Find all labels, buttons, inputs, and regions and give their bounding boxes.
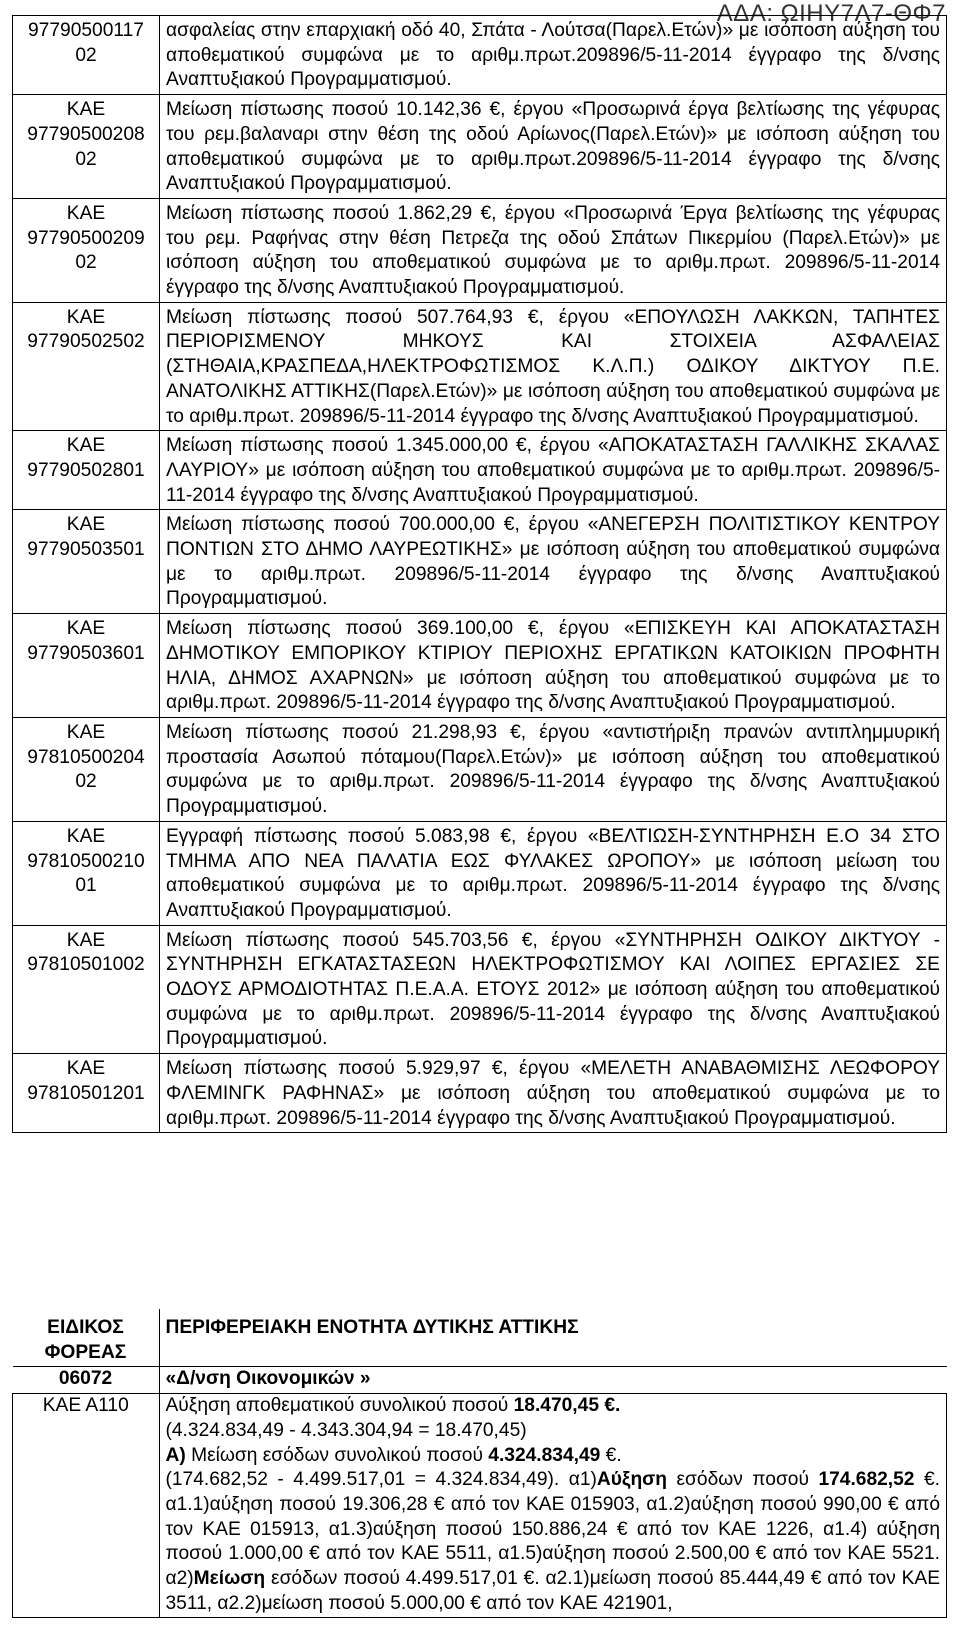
org-row bbox=[13, 1367, 947, 1394]
kae-a110-line3-text: Μείωση εσόδων συνολικού ποσού bbox=[185, 1444, 489, 1466]
budget-row-code: ΚΑΕ 97810500204 02 bbox=[13, 717, 160, 821]
kae-a110-line2: (4.324.834,49 - 4.343.304,94 = 18.470,45) bbox=[165, 1419, 527, 1441]
budget-row-code: ΚΑΕ 97790503601 bbox=[13, 614, 160, 718]
budget-row bbox=[13, 614, 947, 718]
kae-a110-increase-amount: 18.470,45 bbox=[513, 1395, 599, 1417]
budget-row-description: Μείωση πίστωσης ποσού 10.142,36 €, έργου «Προσωρινά έργα βελτίωσης της γέφυρας του ρεμ.βαλαναρι στην θέση της οδού Αρίωνος(Παρελ.Ετών)» με ισόποση αύξηση του αποθεματικού συμφώνα με το αριθμ.πρωτ.209896/5-11-2014 έγγραφο της δ/νσης Αναπτυξιακού Προγραμματισμού. bbox=[160, 95, 947, 199]
budget-row-description: Μείωση πίστωσης ποσού 1.345.000,00 €, έργου «ΑΠΟΚΑΤΑΣΤΑΣΗ ΓΑΛΛΙΚΗΣ ΣΚΑΛΑΣ ΛΑΥΡΙΟΥ» με ισόποση αύξηση του αποθεματικού συμφώνα με το αριθμ.πρωτ. 209896/5-11-2014 έγγραφο της δ/νσης Αναπτυξιακού Προγραμματισμού. bbox=[160, 431, 947, 510]
budget-row-code: ΚΑΕ 97790502801 bbox=[13, 431, 160, 510]
special-entity-label: ΕΙΔΙΚΟΣ ΦΟΡΕΑΣ bbox=[13, 1309, 160, 1367]
special-entity-table bbox=[12, 1309, 947, 1618]
budget-row-code: ΚΑΕ 97810501002 bbox=[13, 925, 160, 1054]
special-entity-row bbox=[13, 1309, 947, 1367]
kae-a110-details-increase: Αύξηση bbox=[596, 1469, 668, 1491]
kae-a110-section-a: Α) bbox=[165, 1444, 186, 1466]
budget-row-description: Μείωση πίστωσης ποσού 369.100,00 €, έργου «ΕΠΙΣΚΕΥΗ ΚΑΙ ΑΠΟΚΑΤΑΣΤΑΣΗ ΔΗΜΟΤΙΚΟΥ ΕΜΠΟΡΙΚΟΥ ΚΤΙΡΙΟΥ ΠΕΡΙΟΧΗΣ ΕΡΓΑΤΙΚΩΝ ΚΑΤΟΙΚΙΩΝ ΠΡΟΦΗΤΗ ΗΛΙΑ, ΔΗΜΟΣ ΑΧΑΡΝΩΝ» με ισόποση αύξηση του αποθεματικού συμφώνα με το αριθμ.πρωτ. 209896/5-11-2014 έγγραφο της δ/νσης Αναπτυξιακού Προγραμματισμού. bbox=[160, 614, 947, 718]
budget-row-description: Μείωση πίστωσης ποσού 545.703,56 €, έργου «ΣΥΝΤΗΡΗΣΗ ΟΔΙΚΟΥ ΔΙΚΤΥΟΥ - ΣΥΝΤΗΡΗΣΗ ΕΓΚΑΤΑΣΤΑΣΕΩΝ ΗΛΕΚΤΡΟΦΩΤΙΣΜΟΥ ΚΑΙ ΛΟΙΠΕΣ ΕΡΓΑΣΙΕΣ ΣΕ ΟΔΟΥΣ ΑΡΜΟΔΙΟΤΗΤΑΣ Π.Ε.Α.Α. ΕΤΟΥΣ 2012» με ισόποση αύξηση του αποθεματικού συμφώνα με το αριθμ.πρωτ. 209896/5-11-2014 έγγραφο της δ/νσης Αναπτυξιακού Προγραμματισμού. bbox=[160, 925, 947, 1054]
budget-row-description: Εγγραφή πίστωσης ποσού 5.083,98 €, έργου «ΒΕΛΤΙΩΣΗ-ΣΥΝΤΗΡΗΣΗ Ε.Ο 34 ΣΤΟ ΤΜΗΜΑ ΑΠΟ ΝΕΑ ΠΑΛΑΤΙΑ ΕΩΣ ΦΥΛΑΚΕΣ ΩΡΟΠΟΥ» με ισόποση μείωση του αποθεματικού συμφώνα με το αριθμ.πρωτ. 209896/5-11-2014 έγγραφο της δ/νσης Αναπτυξιακού Προγραμματισμού. bbox=[160, 821, 947, 925]
budget-row bbox=[13, 821, 947, 925]
budget-row-description: Μείωση πίστωσης ποσού 5.929,97 €, έργου «ΜΕΛΕΤΗ ΑΝΑΒΑΘΜΙΣΗΣ ΛΕΩΦΟΡΟΥ ΦΛΕΜΙΝΓΚ ΡΑΦΗΝΑΣ» με ισόποση αύξηση του αποθεματικού συμφώνα με το αριθμ.πρωτ. 209896/5-11-2014 έγγραφο της δ/νσης Αναπτυξιακού Προγραμματισμού. bbox=[160, 1054, 947, 1133]
kae-a110-details-list2: εσόδων ποσού 4.499.517,01 €. α2.1)μείωση ποσού 85.444,49 € από τον ΚΑΕ 3511, α2.2)μείωση ποσού 5.000,00 € από τον ΚΑΕ 421901, bbox=[165, 1568, 940, 1614]
budget-row-description: Μείωση πίστωσης ποσού 21.298,93 €, έργου «αντιστήριξη πρανών αντιπλημμυρική προστασία Ασωπού πόταμου(Παρελ.Ετών)» με ισόποση αύξηση του αποθεματικού συμφώνα με το αριθμ.πρωτ. 209896/5-11-2014 έγγραφο της δ/νσης Αναπτυξιακού Προγραμματισμού. bbox=[160, 717, 947, 821]
kae-a110-line1-text: Αύξηση αποθεματικού συνολικού ποσού bbox=[165, 1395, 514, 1417]
org-code: 06072 bbox=[13, 1367, 160, 1394]
budget-row-code: 97790500117 02 bbox=[13, 16, 160, 95]
budget-row bbox=[13, 198, 947, 302]
budget-row-description: ασφαλείας στην επαρχιακή οδό 40, Σπάτα - Λούτσα(Παρελ.Ετών)» με ισόποση αύξηση του αποθεματικού συμφώνα με το αριθμ.πρωτ.209896/5-11-2014 έγγραφο της δ/νσης Αναπτυξιακού Προγραμματισμού. bbox=[160, 16, 947, 95]
kae-a110-row bbox=[13, 1394, 947, 1618]
budget-row bbox=[13, 431, 947, 510]
budget-row bbox=[13, 302, 947, 431]
kae-a110-decrease-amount: 4.324.834,49 bbox=[488, 1444, 601, 1466]
kae-a110-details bbox=[166, 1468, 941, 1616]
kae-a110-line3-end: €. bbox=[600, 1444, 622, 1466]
ada-header: ΑΔΑ: ΩΙΗΥ7Λ7-ΘΦ7 bbox=[716, 0, 946, 27]
kae-a110-details-decrease: Μείωση bbox=[193, 1568, 266, 1590]
budget-changes-rows bbox=[13, 16, 947, 1133]
budget-changes-table bbox=[12, 15, 947, 1133]
org-name: «Δ/νση Οικονομικών » bbox=[159, 1367, 947, 1394]
budget-row bbox=[13, 925, 947, 1054]
budget-row-code: ΚΑΕ 97790503501 bbox=[13, 510, 160, 614]
budget-row-description: Μείωση πίστωσης ποσού 507.764,93 €, έργου «ΕΠΟΥΛΩΣΗ ΛΑΚΚΩΝ, ΤΑΠΗΤΕΣ ΠΕΡΙΟΡΙΣΜΕΝΟΥ ΜΗΚΟΥΣ ΚΑΙ ΣΤΟΙΧΕΙΑ ΑΣΦΑΛΕΙΑΣ (ΣΤΗΘΑΙΑ,ΚΡΑΣΠΕΔΑ,ΗΛΕΚΤΡΟΦΩΤΙΣΜΟΣ Κ.Λ.Π.) ΟΔΙΚΟΥ ΔΙΚΤΥΟΥ Π.Ε. ΑΝΑΤΟΛΙΚΗΣ ΑΤΤΙΚΗΣ(Παρελ.Ετών)» με ισόποση αύξηση του αποθεματικού συμφώνα με το αριθμ.πρωτ. 209896/5-11-2014 έγγραφο της δ/νσης Αναπτυξιακού Προγραμματισμού. bbox=[160, 302, 947, 431]
budget-row-code: ΚΑΕ 97810500210 01 bbox=[13, 821, 160, 925]
kae-a110-line1-end: €. bbox=[599, 1395, 621, 1417]
budget-row-code: ΚΑΕ 97810501201 bbox=[13, 1054, 160, 1133]
special-entity-title: ΠΕΡΙΦΕΡΕΙΑΚΗ ΕΝΟΤΗΤΑ ΔΥΤΙΚΗΣ ΑΤΤΙΚΗΣ bbox=[165, 1317, 579, 1338]
budget-row-code: ΚΑΕ 97790500209 02 bbox=[13, 198, 160, 302]
kae-a110-line1 bbox=[166, 1394, 941, 1419]
kae-a110-details-amount: 174.682,52 bbox=[818, 1469, 915, 1491]
kae-a110-desc bbox=[159, 1394, 947, 1618]
budget-row-code: ΚΑΕ 97790500208 02 bbox=[13, 95, 160, 199]
kae-a110-code: ΚΑΕ Α110 bbox=[13, 1394, 160, 1618]
kae-a110-details-pre: (174.682,52 - 4.499.517,01 = 4.324.834,49). α1) bbox=[165, 1469, 597, 1491]
budget-row bbox=[13, 717, 947, 821]
budget-row-description: Μείωση πίστωσης ποσού 700.000,00 €, έργου «ΑΝΕΓΕΡΣΗ ΠΟΛΙΤΙΣΤΙΚΟΥ ΚΕΝΤΡΟΥ ΠΟΝΤΙΩΝ ΣΤΟ ΔΗΜΟ ΛΑΥΡΕΩΤΙΚΗΣ» με ισόποση αύξηση του αποθεματικού συμφώνα με το αριθμ.πρωτ. 209896/5-11-2014 έγγραφο της δ/νσης Αναπτυξιακού Προγραμματισμού. bbox=[160, 510, 947, 614]
budget-row-code: ΚΑΕ 97790502502 bbox=[13, 302, 160, 431]
budget-row bbox=[13, 510, 947, 614]
budget-row bbox=[13, 95, 947, 199]
kae-a110-details-list: €. α1.1)αύξηση ποσού 19.306,28 € από τον ΚΑΕ 015903, α1.2)αύξηση ποσού 990,00 € από τον ΚΑΕ 015913, α1.3)αύξηση ποσού 150.886,24 € από τον ΚΑΕ 1226, α1.4) αύξηση ποσού 1.000,00 € από τον ΚΑΕ 5511, α1.5)αύξηση ποσού 2.500,00 € από τον ΚΑΕ 5521. α2) bbox=[165, 1469, 940, 1590]
budget-row bbox=[13, 16, 947, 95]
budget-row-description: Μείωση πίστωσης ποσού 1.862,29 €, έργου «Προσωρινά Έργα βελτίωσης της γέφυρας του ρεμ. Ραφήνας στην θέση Πετρεζα της οδού Σπάτων Πικερμίου (Παρελ.Ετών)» με ισόποση αύξηση του αποθεματικού συμφώνα με το αριθμ.πρωτ. 209896/5-11-2014 έγγραφο της δ/νσης Αναπτυξιακού Προγραμματισμού. bbox=[160, 198, 947, 302]
budget-row bbox=[13, 1054, 947, 1133]
kae-a110-line3 bbox=[166, 1444, 941, 1469]
kae-a110-details-post: εσόδων ποσού bbox=[667, 1469, 809, 1491]
